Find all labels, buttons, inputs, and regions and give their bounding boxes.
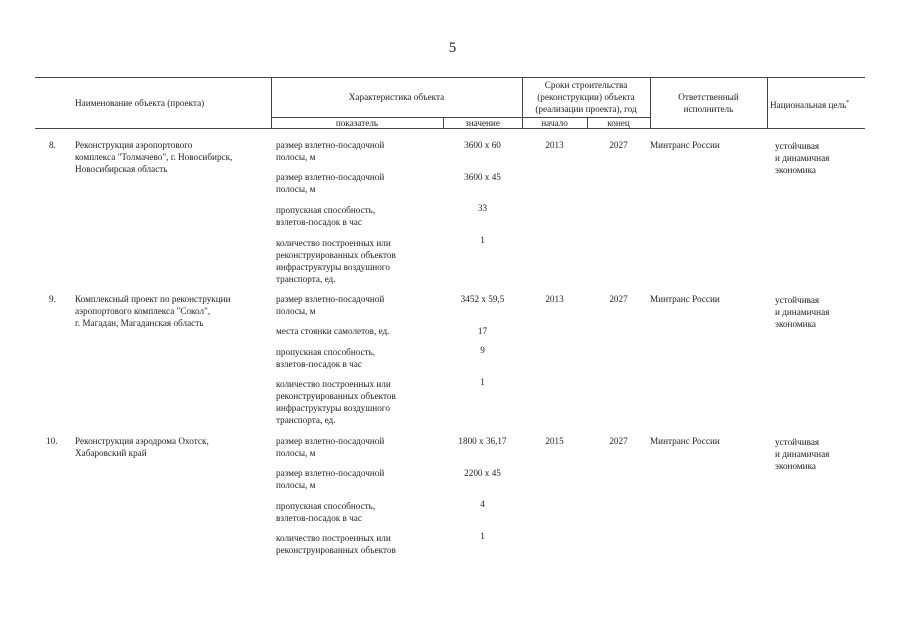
indicator-value: 17: [477, 326, 488, 336]
row-responsible: Минтранс России: [650, 140, 720, 150]
row-goal-line: устойчивая: [775, 437, 820, 447]
indicator-label-line: количество построенных или: [276, 238, 391, 248]
row-start-year: 2013: [545, 140, 564, 150]
row-end-year: 2027: [609, 436, 628, 446]
row-number: 10.: [46, 436, 58, 446]
indicator-label-line: реконструированных объектов: [276, 250, 396, 260]
row-goal-line: экономика: [775, 165, 817, 175]
indicator-label-line: полосы, м: [276, 306, 316, 316]
indicator-label-line: взлетов-посадок в час: [276, 217, 362, 227]
header-indicator: показатель: [335, 118, 379, 128]
indicator-value: 1800 x 36,17: [458, 436, 507, 446]
header-end: конец: [607, 118, 630, 128]
table-top-rule: [35, 77, 865, 78]
row-name-line: комплекса "Толмачево", г. Новосибирск,: [75, 152, 233, 162]
header-terms-line-1: Сроки строительства: [544, 80, 628, 90]
row-goal-line: и динамичная: [775, 153, 830, 163]
indicator-label-line: размер взлетно-посадочной: [276, 468, 385, 478]
indicator-label-line: транспорта, ед.: [276, 274, 336, 284]
indicator-label-line: количество построенных или: [276, 533, 391, 543]
indicator-label-line: полосы, м: [276, 448, 316, 458]
page-number: 5: [448, 40, 457, 56]
indicator-label-line: полосы, м: [276, 152, 316, 162]
row-goal-line: экономика: [775, 461, 817, 471]
indicator-label-line: инфраструктуры воздушного: [276, 262, 390, 272]
row-name-line: Новосибирская область: [75, 164, 168, 174]
indicator-value: 2200 x 45: [464, 468, 501, 478]
indicator-label-line: инфраструктуры воздушного: [276, 403, 390, 413]
header-value: значение: [465, 118, 500, 128]
header-start: начало: [541, 118, 568, 128]
indicator-label-line: пропускная способность,: [276, 501, 376, 511]
col-divider-6: [767, 77, 768, 128]
row-goal-line: устойчивая: [775, 141, 820, 151]
row-goal-line: и динамичная: [775, 449, 830, 459]
indicator-label-line: размер взлетно-посадочной: [276, 172, 385, 182]
row-end-year: 2027: [609, 294, 628, 304]
row-start-year: 2015: [545, 436, 564, 446]
header-responsible-line-1: Ответственный: [678, 92, 739, 102]
row-number: 8.: [49, 140, 56, 150]
indicator-label-line: реконструированных объектов: [276, 391, 396, 401]
indicator-label-line: полосы, м: [276, 184, 316, 194]
row-goal-line: экономика: [775, 319, 817, 329]
header-name: Наименование объекта (проекта): [75, 98, 205, 108]
row-name-line: аэропортового комплекса "Сокол",: [75, 306, 211, 316]
row-responsible: Минтранс России: [650, 294, 720, 304]
indicator-value: 9: [480, 345, 485, 355]
row-responsible: Минтранс России: [650, 436, 720, 446]
indicator-label-line: размер взлетно-посадочной: [276, 436, 385, 446]
indicator-value: 3600 x 45: [464, 172, 501, 182]
indicator-label-line: пропускная способность,: [276, 205, 376, 215]
row-name-line: Хабаровский край: [75, 448, 147, 458]
indicator-value: 4: [480, 499, 485, 509]
header-terms-line-3: (реализации проекта), год: [535, 104, 637, 114]
row-name-line: г. Магадан, Магаданская область: [75, 318, 204, 328]
indicator-label-line: пропускная способность,: [276, 347, 376, 357]
indicator-label-line: взлетов-посадок в час: [276, 513, 362, 523]
header-goal: Национальная цель*: [770, 100, 850, 111]
indicator-value: 1: [480, 377, 485, 387]
indicator-value: 3452 x 59,5: [460, 294, 505, 304]
header-characteristic: Характеристика объекта: [348, 92, 445, 102]
indicator-label-line: места стоянки самолетов, ед.: [276, 326, 390, 336]
indicator-value: 1: [480, 235, 485, 245]
indicator-label-line: размер взлетно-посадочной: [276, 140, 385, 150]
row-number: 9.: [49, 294, 56, 304]
header-responsible-line-2: исполнитель: [683, 104, 734, 114]
indicator-label-line: взлетов-посадок в час: [276, 359, 362, 369]
row-start-year: 2013: [545, 294, 564, 304]
goal-footnote-mark: *: [846, 100, 850, 106]
row-end-year: 2027: [609, 140, 628, 150]
indicator-value: 33: [477, 203, 488, 213]
row-name-line: Комплексный проект по реконструкции: [75, 294, 231, 304]
indicator-label-line: реконструированных объектов: [276, 545, 396, 555]
row-name-line: Реконструкция аэропортового: [75, 140, 193, 150]
indicator-label-line: размер взлетно-посадочной: [276, 294, 385, 304]
indicator-label-line: количество построенных или: [276, 379, 391, 389]
indicator-label-line: полосы, м: [276, 480, 316, 490]
indicator-value: 3600 x 60: [464, 140, 501, 150]
indicator-value: 1: [480, 531, 485, 541]
row-goal-line: устойчивая: [775, 295, 820, 305]
indicator-label-line: транспорта, ед.: [276, 415, 336, 425]
row-name-line: Реконструкция аэродрома Охотск,: [75, 436, 209, 446]
header-terms-line-2: (реконструкции) объекта: [537, 92, 635, 102]
row-goal-line: и динамичная: [775, 307, 830, 317]
